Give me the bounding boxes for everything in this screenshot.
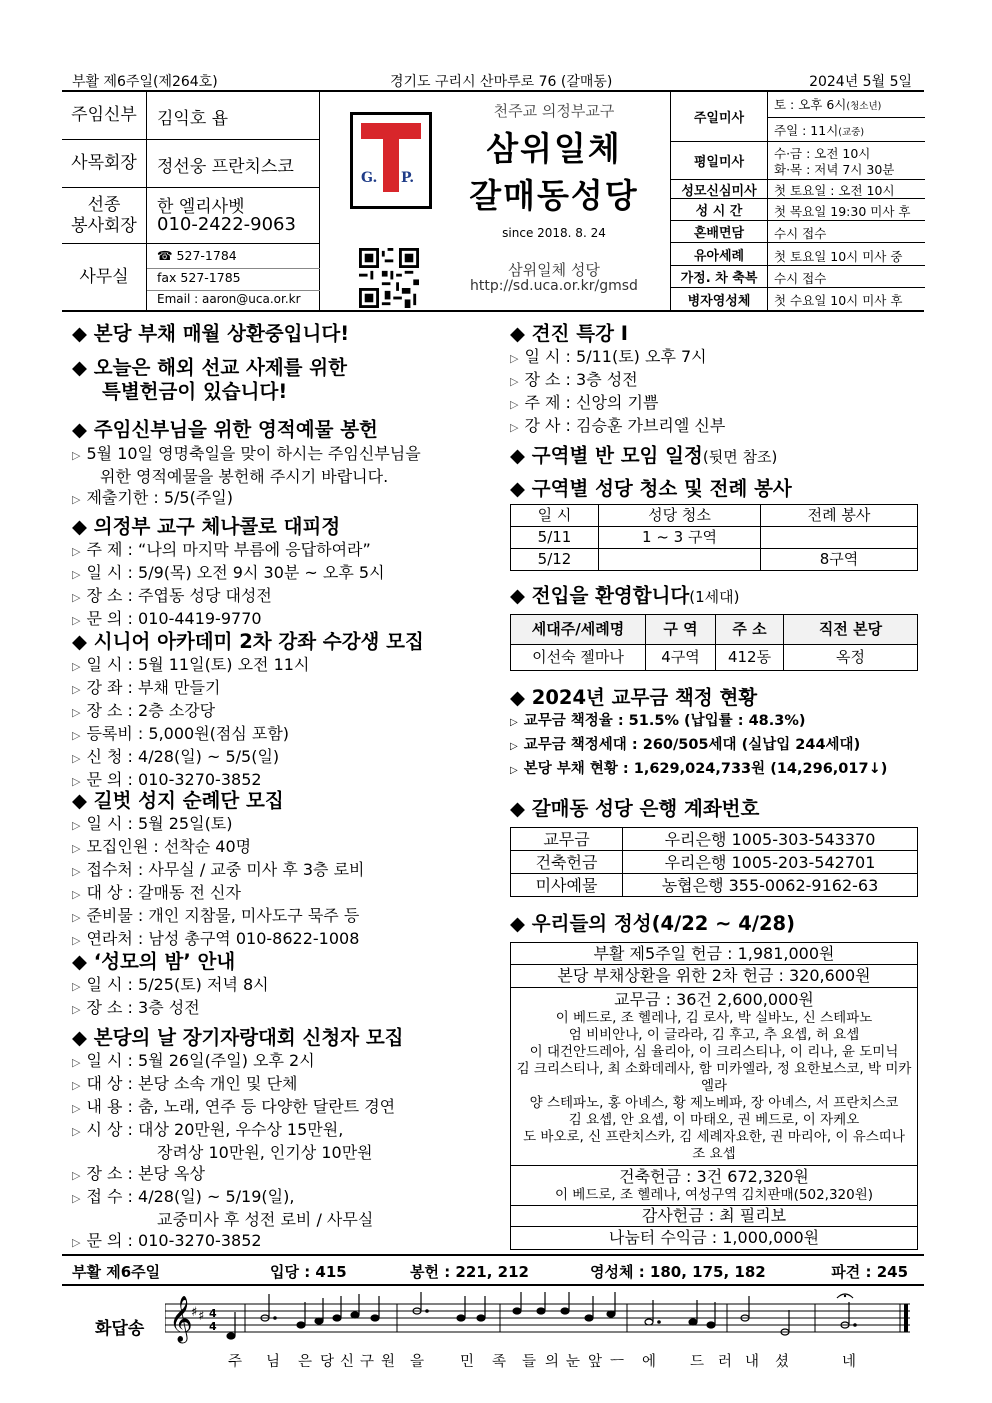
lyric-syllable: 신 [340, 1354, 355, 1370]
office-label: 사무실 [62, 244, 147, 310]
service-row [62, 188, 320, 244]
svg-text:♯: ♯ [198, 1309, 205, 1324]
schedule-sick-communion: 병자영성체 첫 수요일 10시 미사 후 [671, 288, 925, 310]
schedule-marriage: 혼배면담 수시 접수 [671, 221, 925, 243]
svg-text:4: 4 [209, 1320, 217, 1333]
lyric-syllable: 구 [360, 1354, 375, 1370]
hymn-communion: 영성체 : 180, 175, 182 [590, 1263, 766, 1281]
lyric-syllable: 러 [718, 1354, 733, 1370]
issue-date: 2024년 5월 5일 [809, 74, 912, 90]
notice-senior-academy: ◆ 시니어 아카데미 2차 강좌 수강생 모집 ▷ 일 시 : 5월 11일(토) 오전 11시 ▷ 강 좌 : 부채 만들기 ▷ 장 소 : 2층 소강당 ▷ 등록비 : 5,000원(점심 포함) ▷ 신 청 : 4/28(일) ~ 5/5(일) ▷ 문 의 : 010-3270-3852 [72, 630, 424, 789]
bank-table: 교무금 우리은행 1005-303-543370 건축헌금 우리은행 1005-203-542701 미사예물 농협은행 355-0062-9162-63 [510, 827, 918, 897]
notice-confirmation-lecture: ◆ 견진 특강 Ⅰ ▷ 일 시 : 5/11(토) 오후 7시 ▷ 장 소 : 3층 성전 ▷ 주 제 : 신앙의 기쁨 ▷ 강 사 : 김승훈 가브리엘 신부 [510, 322, 726, 435]
issue-number: 부활 제6주일(제264호) [72, 74, 218, 90]
issue-bar [62, 70, 924, 92]
offering-sharing: 나눔터 수익금 : 1,000,000원 [511, 1227, 918, 1250]
svg-text:♯: ♯ [191, 1305, 198, 1320]
cleaning-table: 일 시 성당 청소 전례 봉사 5/11 1 ~ 3 구역 5/12 8구역 [510, 504, 918, 571]
schedule-weekday: 평일미사 수·금 : 오전 10시 화·목 : 저녁 7시 30분 [671, 142, 925, 180]
lyric-syllable: 민 [460, 1354, 475, 1370]
offerings-table [510, 942, 918, 1250]
notice-welcome-title: ◆ 전입을 환영합니다(1세대) [510, 584, 740, 607]
pastor-name: 김익호 욥 [157, 109, 229, 129]
lyric-syllable: 앞 [588, 1354, 603, 1370]
notice-special-collection: ◆ 오늘은 해외 선교 사제를 위한 특별헌금이 있습니다! [72, 356, 347, 403]
pastoral-name: 정선웅 프란치스코 [157, 157, 294, 177]
lyric-syllable: 주 [228, 1354, 243, 1370]
week-name: 부활 제6주일 [72, 1263, 161, 1281]
founded-date: since 2018. 8. 24 [502, 226, 606, 240]
offering-dues: 교무금 : 36건 2,600,000원 이 베드로, 조 헬레나, 김 로사, 박 실바노, 신 스테파노 엄 비비안나, 이 글라라, 김 후고, 추 요셉, 허 요셉 이 대건안드레아, 심 율리아, 이 크리스티나, 이 리나, 윤 도미닉 김 크리스티나, 최 소화데레사, 함 미카엘라, 정 요한보스코, 박 미카엘라 양 스테파노, 홍 아녜스, 황 제노베파, 장 아녜스, 서 프란치스코 김 요셉, 안 요셉, 이 마태오, 권 베드로, 이 자케오 도 바오로, 신 프란치스카, 김 세례자요한, 권 마리아, 이 유스띠나 조 요셉 [511, 988, 918, 1166]
notice-bank-title: ◆ 갈매동 성당 은행 계좌번호 [510, 797, 760, 820]
schedule-marian: 성모신심미사 첫 토요일 : 오전 10시 [671, 180, 925, 199]
staff-contacts [62, 92, 320, 310]
notice-cleaning-title: ◆ 구역별 성당 청소 및 전례 봉사 [510, 477, 792, 500]
notice-offerings-title: ◆ 우리들의 정성(4/22 ~ 4/28) [510, 912, 795, 935]
logo-p: P. [401, 170, 415, 186]
music-staff [165, 1292, 910, 1352]
pastoral-label: 사목회장 [62, 140, 147, 187]
hymn-bar [62, 1254, 924, 1286]
service-label: 선종 봉사회장 [62, 188, 147, 243]
notice-talent-show: ◆ 본당의 날 장기자랑대회 신청자 모집 ▷ 일 시 : 5월 26일(주일) 오후 2시 ▷ 대 상 : 본당 소속 개인 및 단체 ▷ 내 용 : 춤, 노래, 연주 등 다양한 달란트 경연 ▷ 시 상 : 대상 20만원, 우수상 15만원, 장려상 10만원, 인기상 10만원 ▷ 장 소 : 본당 옥상 ▷ 접 수 : 4/28(일) ~ 5/19(일), 교중미사 후 성전 로비 / 사무실 ▷ 문 의 : 010-3270-3852 [72, 1026, 404, 1250]
notice-dues-status: ◆ 2024년 교무금 책정 현황 ▷ 교무금 책정율 : 51.5% (납입률 : 48.3%) ▷ 교무금 책정세대 : 260/505세대 (실납입 244세대) ▷ 본당 부채 현황 : 1,629,024,733원 (14,296,017↓) [510, 686, 888, 777]
pastoral-row [62, 140, 320, 188]
lyric-syllable: 의 [545, 1354, 560, 1370]
notice-pilgrimage: ◆ 길벗 성지 순례단 모집 ▷ 일 시 : 5월 25일(토) ▷ 모집인원 : 선착순 40명 ▷ 접수처 : 사무실 / 교중 미사 후 3층 로비 ▷ 대 상 : 갈매동 전 신자 ▷ 준비물 : 개인 지참물, 미사도구 묵주 등 ▷ 연라처 : 남성 총구역 010-8622-1008 [72, 789, 365, 948]
lyric-syllable: 에 [642, 1354, 657, 1370]
pastor-row [62, 92, 320, 140]
svg-text:4: 4 [209, 1307, 217, 1320]
logo-g: G. [361, 170, 378, 186]
service-name: 한 엘리사벳 [157, 197, 245, 217]
notice-debt: ◆ 본당 부채 매월 상환중입니다! [72, 322, 350, 345]
lyric-syllable: ㅡ [610, 1354, 625, 1370]
lyric-syllable: 님 [266, 1354, 281, 1370]
lyric-syllable: 을 [410, 1354, 425, 1370]
lyric-syllable: 은 [298, 1354, 313, 1370]
lyric-syllable: 당 [320, 1354, 335, 1370]
lyric-syllable: 내 [745, 1354, 760, 1370]
schedule-sunday: 주일미사 토 : 오후 6시(청소년) 주일 : 11시(교중) [671, 92, 925, 142]
qr-code-icon[interactable] [358, 248, 420, 308]
offering-building: 건축헌금 : 3건 672,320원 이 베드로, 조 헬레나, 여성구역 김치판매(502,320원) [511, 1166, 918, 1206]
lyric-syllable: 족 [492, 1354, 507, 1370]
service-phone: 010-2422-9063 [157, 214, 296, 235]
pastor-label: 주임신부 [62, 92, 147, 139]
hymn-offertory: 봉헌 : 221, 212 [410, 1263, 529, 1281]
treble-clef-icon: 𝄞 [169, 1296, 193, 1342]
office-fax: fax 527-1785 [147, 270, 320, 291]
notice-spiritual-gift: ◆ 주임신부님을 위한 영적예물 봉헌 ▷ 5월 10일 영명축일을 맞이 하시는 주임신부님을 위한 영적예물을 봉헌해 주시기 바랍니다. ▷ 제출기한 : 5/5(주일) [72, 418, 421, 507]
offering-debt: 본당 부채상환을 위한 2차 헌금 : 320,600원 [511, 965, 918, 988]
church-address: 경기도 구리시 산마루로 76 (갈매동) [390, 74, 613, 90]
website-name: 삼위일체 성당 [508, 261, 600, 279]
mass-schedule [670, 92, 924, 310]
church-title-1: 삼위일체 [486, 129, 622, 168]
notice-marian-night: ◆ ‘성모의 밤’ 안내 ▷ 일 시 : 5/25(토) 저녁 8시 ▷ 장 소 : 3층 성전 [72, 950, 269, 1017]
website-url[interactable]: http://sd.uca.or.kr/gmsd [470, 278, 638, 294]
welcome-table: 세대주/세례명 구 역 주 소 직전 본당 이선숙 젤마나 4구역 412동 옥정 [510, 614, 918, 671]
lyric-syllable: 눈 [566, 1354, 581, 1370]
office-email: Email : aaron@uca.or.kr [157, 292, 301, 306]
notice-district-meeting: ◆ 구역별 반 모임 일정(뒷면 참조) [510, 444, 778, 467]
church-title-2: 갈매동성당 [469, 176, 639, 215]
offering-sunday: 부활 제5주일 헌금 : 1,981,000원 [511, 943, 918, 965]
psalm-label: 화답송 [95, 1319, 145, 1339]
diocese-name: 천주교 의정부교구 [493, 102, 615, 120]
lyric-syllable: 네 [842, 1354, 857, 1370]
lyric-syllable: 드 [690, 1354, 705, 1370]
notice-retreat: ◆ 의정부 교구 체나콜로 대피정 ▷ 주 제 : “나의 마지막 부름에 응답하여라” ▷ 일 시 : 5/9(목) 오전 9시 30분 ~ 오후 5시 ▷ 장 소 : 주엽동 성당 대성전 ▷ 문 의 : 010-4419-9770 [72, 515, 385, 628]
schedule-blessing: 가정. 차 축복 수시 접수 [671, 266, 925, 288]
offering-thanks: 감사헌금 : 최 필리보 [511, 1206, 918, 1227]
lyric-syllable: 들 [522, 1354, 537, 1370]
parish-logo [350, 112, 432, 209]
lyric-syllable: 셨 [775, 1354, 790, 1370]
hymn-dismissal: 파견 : 245 [831, 1263, 908, 1281]
schedule-holy-hour: 성 시 간 첫 목요일 19:30 미사 후 [671, 199, 925, 221]
hymn-entrance: 입당 : 415 [270, 1263, 347, 1281]
office-phone: ☎ 527-1784 [147, 248, 320, 269]
schedule-baptism: 유아세례 첫 토요일 10시 미사 중 [671, 243, 925, 266]
lyric-syllable: 원 [381, 1354, 396, 1370]
